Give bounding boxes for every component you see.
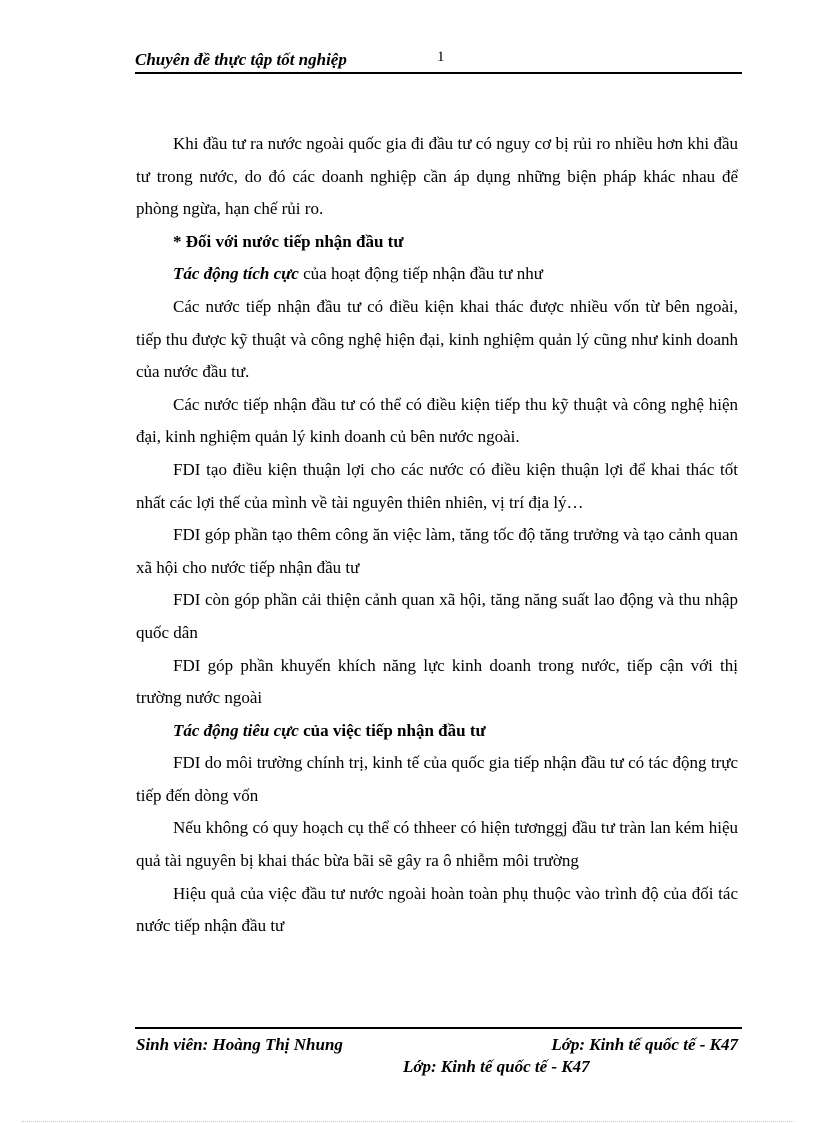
page-edge-rule	[22, 1121, 794, 1122]
positive-impact-intro	[136, 258, 738, 291]
paragraph-capital: Các nước tiếp nhận đầu tư có điều kiện khai thác được nhiều vốn từ bên ngoài, tiếp thu được kỹ thuật và công nghệ hiện đại, kinh nghiệm quản lý cũng như kinh doanh của nước đầu tư.	[136, 296, 738, 382]
header-title: Chuyên đề thực tập tốt nghiệp	[135, 50, 347, 69]
paragraph-jobs: FDI góp phần tạo thêm công ăn việc làm, tăng tốc độ tăng trưởng và tạo cảnh quan xã hội cho nước tiếp nhận đầu tư	[136, 525, 738, 577]
paragraph-advantages: FDI tạo điều kiện thuận lợi cho các nước có điều kiện thuận lợi để khai thác tốt nhất các lợi thế của mình về tài nguyên thiên nhiên, vị trí địa lý…	[136, 459, 738, 512]
section-heading-receiving-country: * Đối với nước tiếp nhận đầu tư	[173, 231, 404, 251]
paragraph-pollution: Nếu không có quy hoạch cụ thể có thheer có hiện tươnggj đầu tư tràn lan kém hiệu quả tài nguyên bị khai thác bừa bãi sẽ gây ra ô nhiễm môi trường	[136, 818, 738, 871]
page-footer	[135, 1027, 742, 1079]
paragraph-political-environment: FDI do môi trường chính trị, kinh tế của quốc gia tiếp nhận đầu tư có tác động trực tiếp đến dòng vốn	[136, 753, 738, 805]
page-number: 1	[437, 49, 445, 65]
positive-impact-text: của hoạt động tiếp nhận đầu tư như	[298, 264, 543, 284]
negative-impact-label: Tác động tiêu cực	[173, 720, 299, 740]
negative-impact-intro	[136, 715, 738, 748]
paragraph-risk: Khi đầu tư ra nước ngoài quốc gia đi đầu tư có nguy cơ bị rủi ro nhiều hơn khi đầu tư trong nước, do đó các doanh nghiệp cần áp dụng những biện pháp khác nhau để phòng ngừa, hạn chế rủi ro.	[136, 134, 738, 219]
paragraph-productivity: FDI còn góp phần cải thiện cảnh quan xã hội, tăng năng suất lao động và thu nhập quốc dân	[136, 590, 738, 642]
paragraph-market-access: FDI góp phần khuyến khích năng lực kinh doanh trong nước, tiếp cận với thị trường nước ngoài	[136, 655, 738, 708]
footer-class: Lớp: Kinh tế quốc tế - K47	[551, 1035, 738, 1054]
positive-impact-label: Tác động tích cực	[173, 264, 299, 284]
paragraph-technology: Các nước tiếp nhận đầu tư có thể có điều kiện tiếp thu kỹ thuật và công nghệ hiện đại, kinh nghiệm quản lý kinh doanh củ bên nước ngoài.	[136, 394, 738, 447]
footer-student-name: Sinh viên: Hoàng Thị Nhung	[136, 1035, 343, 1054]
paragraph-partner-capability: Hiệu quả của việc đầu tư nước ngoài hoàn toàn phụ thuộc vào trình độ của đối tác nước tiếp nhận đầu tư	[136, 883, 738, 936]
negative-impact-text: của việc tiếp nhận đầu tư	[298, 720, 486, 740]
page-header	[135, 48, 742, 74]
footer-class-repeat: Lớp: Kinh tế quốc tế - K47	[403, 1057, 590, 1076]
document-body	[136, 128, 738, 943]
